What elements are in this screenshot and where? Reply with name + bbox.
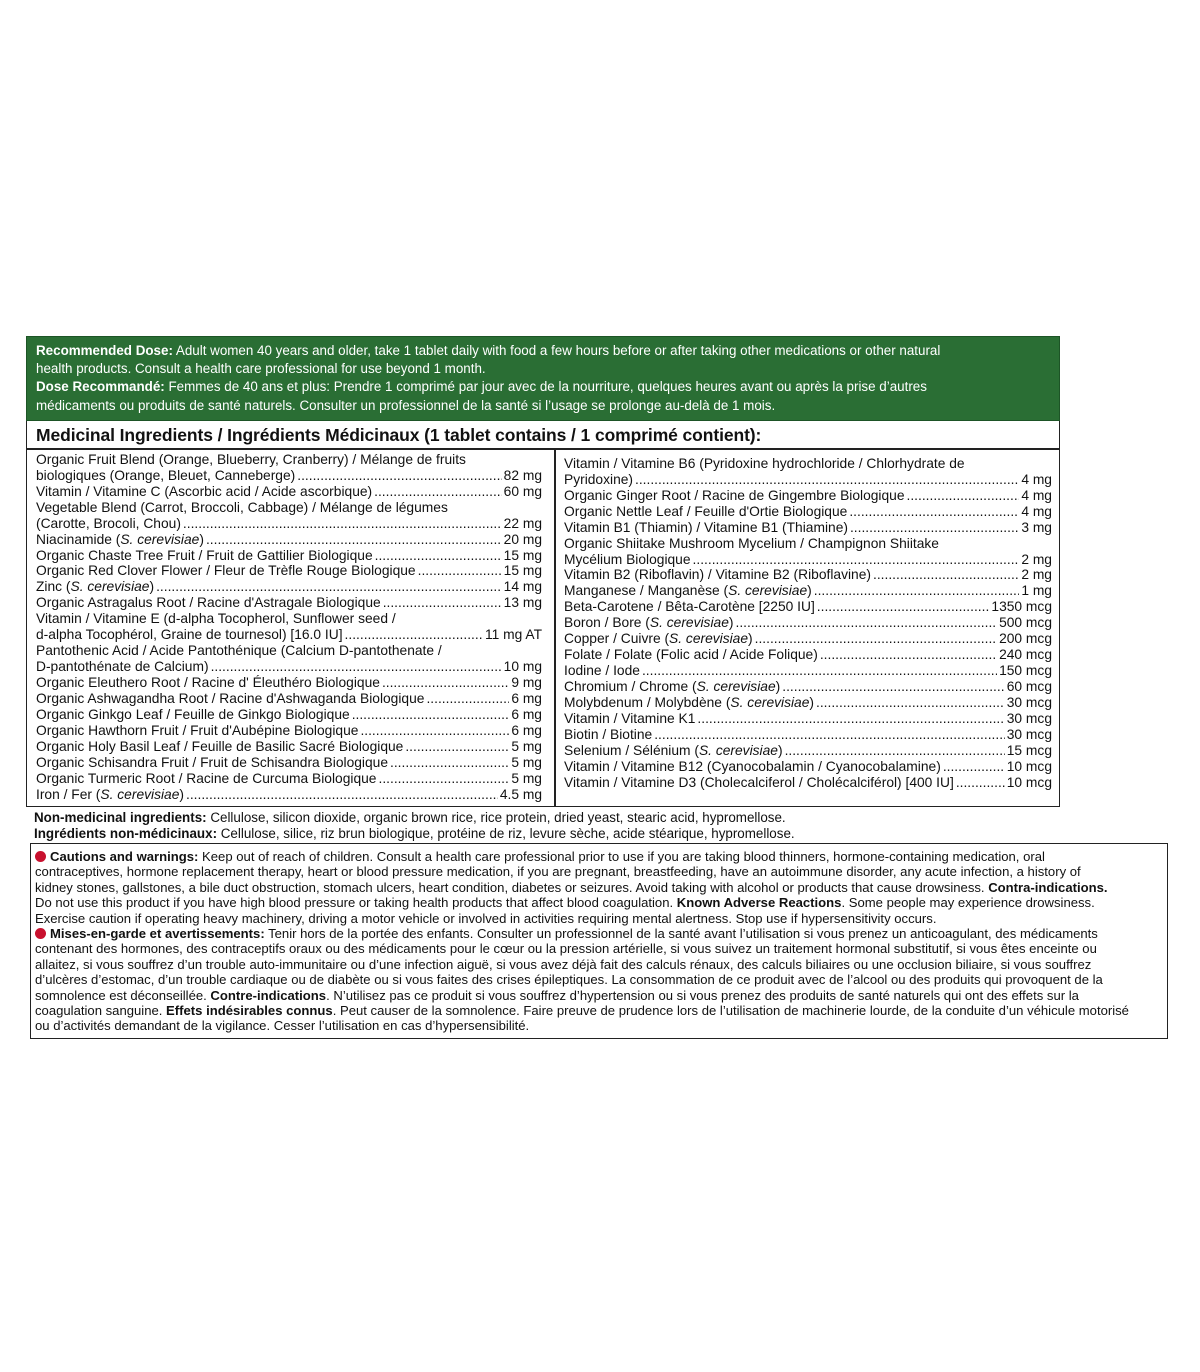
ingredient-amount: 30 mcg: [1006, 711, 1052, 727]
non-medicinal-fr: [34, 826, 1134, 842]
ingredient-row: [36, 484, 542, 500]
ingredient-amount: 1 mg: [1021, 583, 1052, 599]
warn-fr-text1: Tenir hors de la portée des enfants. Consulter un professionnel de la santé avant l’utilisation si vous prenez un anticoagulant, des médicaments: [264, 926, 1098, 942]
ingredient-name: [564, 631, 753, 647]
ingredient-name: [564, 615, 733, 631]
leader-dots: [206, 532, 502, 548]
ingredient-row: [564, 759, 1052, 775]
leader-dots: [755, 631, 997, 647]
ingredient-name-text: Organic Turmeric Root / Racine de Curcuma Biologique: [36, 770, 377, 786]
ingredient-name-suffix: ): [149, 579, 155, 595]
ingredient-row: [36, 627, 542, 643]
ingredient-amount: 4.5 mg: [499, 786, 542, 802]
ingredient-amount: 4 mg: [1021, 487, 1052, 503]
leader-dots: [345, 627, 483, 643]
ingredient-row: [564, 599, 1052, 615]
ingredient-name-suffix: ): [728, 615, 734, 631]
ingredient-name-text: (Carotte, Brocoli, Chou): [36, 515, 181, 531]
ingredient-name: [36, 516, 181, 532]
ingredient-row: [564, 711, 1052, 727]
ingredient-name-text: Iron / Fer (: [36, 786, 101, 802]
ingredient-amount: 20 mg: [503, 531, 542, 547]
ingredient-name: [36, 595, 381, 611]
ingredient-row: [36, 532, 542, 548]
non-medicinal-fr-label: Ingrédients non-médicinaux:: [34, 826, 218, 841]
ingredient-amount: 500 mcg: [999, 615, 1052, 631]
leader-dots: [382, 675, 509, 691]
ingredient-name: [564, 583, 812, 599]
ingredient-name-text: Folate / Folate (Folic acid / Acide Folique): [564, 647, 818, 663]
dose-fr-line2: médicaments ou produits de santé naturels. Consulter un professionnel de la santé si l’usage se prolonge au-delà de 1 mois.: [36, 397, 776, 413]
leader-dots: [211, 659, 502, 675]
ingredient-row: [564, 472, 1052, 488]
ingredient-amount: 4 mg: [1021, 503, 1052, 519]
ingredient-name: [564, 552, 691, 568]
ingredient-amount: 10 mg: [503, 659, 542, 675]
warn-en-text4: Do not use this product if you have high blood pressure or taking health products that affect blood coagulation.: [35, 895, 677, 911]
ingredient-name-text: D-pantothénate de Calcium): [36, 659, 209, 675]
ingredient-name-text: Biotin / Biotine: [564, 727, 653, 743]
warnings-en-label: Cautions and warnings:: [50, 849, 199, 864]
ingredient-name: [36, 675, 380, 691]
leader-dots: [374, 484, 502, 500]
leader-dots: [849, 504, 1019, 520]
leader-dots: [817, 599, 990, 615]
dose-en-line2: health products. Consult a health care professional for use beyond 1 month.: [36, 361, 486, 377]
ingredient-row: [36, 723, 542, 739]
ingredient-amount: 3 mg: [1021, 519, 1052, 535]
ingredient-name: [36, 532, 204, 548]
ingredient-source: S. cerevisiae: [728, 583, 808, 599]
leader-dots: [375, 548, 502, 564]
ingredient-name-suffix: ): [179, 786, 184, 802]
ingredient-row: [564, 615, 1052, 631]
leader-dots: [907, 488, 1020, 504]
ingredient-name-text: Organic Ashwagandha Root / Racine d'Ashwaganda Biologique: [36, 691, 425, 707]
ingredient-amount: 15 mg: [503, 547, 542, 563]
ingredient-name-text: Organic Chaste Tree Fruit / Fruit de Gattilier Biologique: [36, 547, 373, 563]
leader-dots: [693, 552, 1020, 568]
ingredient-name: [36, 659, 209, 675]
warn-fr-l2: contenant des hormones, des contraceptifs oraux ou des médicaments pour le cœur ou la pression artérielle, si vous suivez un traitement hormonal substitutif, si vous êtes enceinte ou: [35, 941, 1097, 957]
ingredient-name: [564, 567, 871, 583]
ingredient-amount: 5 mg: [511, 754, 542, 770]
ingredient-amount: 10 mcg: [1006, 758, 1052, 774]
ingredient-name-line: Organic Fruit Blend (Orange, Blueberry, Cranberry) / Mélange de fruits: [36, 451, 466, 467]
ingredient-name-text: Vitamin / Vitamine B12 (Cyanocobalamin / Cyanocobalamine): [564, 758, 941, 774]
ingredient-name-text: Zinc (: [36, 579, 71, 595]
ingredient-name-text: Vitamin / Vitamine D3 (Cholecalciferol / Cholécalciférol) [400 IU]: [564, 774, 954, 790]
adverse-effects-fr-label: Effets indésirables connus: [166, 1003, 333, 1019]
warn-fr-l5: [35, 988, 1163, 1003]
ingredient-name-text: Organic Holy Basil Leaf / Feuille de Basilic Sacré Biologique: [36, 738, 404, 754]
ingredient-row: [564, 488, 1052, 504]
ingredient-row: [564, 775, 1052, 791]
ingredient-name-suffix: ): [775, 679, 781, 695]
ingredient-name: [564, 647, 818, 663]
ingredient-name: [36, 691, 424, 707]
leader-dots: [697, 711, 1004, 727]
bullet-dot-icon: [35, 928, 46, 939]
leader-dots: [873, 567, 1019, 583]
ingredients-left-column: [27, 450, 556, 806]
ingredient-name: [36, 627, 343, 643]
ingredient-source: S. cerevisiae: [649, 615, 729, 631]
ingredient-row: [36, 579, 542, 595]
ingredient-amount: 82 mg: [503, 467, 542, 483]
ingredient-name-text: Organic Ginger Root / Racine de Gingembre Biologique: [564, 487, 905, 503]
ingredient-name-line: Organic Shiitake Mushroom Mycelium / Champignon Shiitake: [564, 535, 939, 551]
ingredient-name-suffix: ): [807, 583, 812, 599]
ingredient-row: [564, 631, 1052, 647]
ingredient-amount: 5 mg: [511, 738, 542, 754]
leader-dots: [297, 468, 501, 484]
ingredient-source: S. cerevisiae: [669, 631, 749, 647]
warnings-box: [30, 843, 1168, 1039]
leader-dots: [352, 707, 510, 723]
dose-fr-label: Dose Recommandé:: [36, 379, 165, 395]
ingredient-row: [564, 647, 1052, 663]
ingredient-source: S. cerevisiae: [696, 679, 776, 695]
ingredient-row: [564, 504, 1052, 520]
ingredient-row: [36, 707, 542, 723]
dose-en-line1: [36, 342, 1051, 360]
ingredient-name-text: Copper / Cuivre (: [564, 631, 670, 647]
leader-dots: [360, 723, 509, 739]
warn-en-l1: [35, 849, 1163, 864]
ingredient-amount: 4 mg: [1021, 471, 1052, 487]
ingredient-row: [36, 659, 542, 675]
ingredient-source: S. cerevisiae: [70, 579, 150, 595]
ingredient-name-text: Organic Hawthorn Fruit / Fruit d'Aubépine Biologique: [36, 723, 359, 739]
warn-en-l5: Exercise caution if operating heavy machinery, driving a motor vehicle or involved in activities requiring mental alertness. Stop use if hypersensitivity occurs.: [35, 910, 937, 926]
ingredient-name-text: Organic Nettle Leaf / Feuille d'Ortie Biologique: [564, 503, 848, 519]
ingredient-name-line: Vitamin / Vitamine E (d-alpha Tocopherol, Sunflower seed /: [36, 611, 396, 627]
ingredient-name-text: d-alpha Tocophérol, Graine de tournesol) [16.0 IU]: [36, 627, 343, 643]
dose-fr-text1: Femmes de 40 ans et plus: Prendre 1 comprimé par jour avec de la nourriture, quelques heures avant ou après la prise d’autres: [164, 379, 927, 395]
ingredient-name-suffix: ): [809, 695, 815, 711]
warn-fr-l4: d’ulcères d’estomac, d’un trouble cardiaque ou de diabète ou si vous faites des crises épileptiques. La consommation de ce produit avec de l’alcool ou des produits qui provoquent de la: [35, 972, 1103, 988]
ingredient-name: [564, 727, 652, 743]
ingredient-row: [564, 727, 1052, 743]
leader-dots: [390, 755, 509, 771]
ingredient-name-text: Organic Schisandra Fruit / Fruit de Schisandra Biologique: [36, 754, 388, 770]
ingredient-amount: 10 mcg: [1006, 774, 1052, 790]
ingredient-amount: 5 mg: [511, 770, 542, 786]
warn-fr-text5b: . N’utilisez pas ce produit si vous souffrez d’hypertension ou si vous prenez des produits de santé naturels qui ont des effets sur la: [326, 987, 1079, 1003]
ingredient-name-line: Vegetable Blend (Carrot, Broccoli, Cabbage) / Mélange de légumes: [36, 499, 448, 515]
leader-dots: [820, 647, 997, 663]
ingredient-name-text: Iodine / Iode: [564, 663, 640, 679]
ingredient-amount: 60 mcg: [1006, 679, 1052, 695]
ingredient-source: S. cerevisiae: [730, 695, 810, 711]
ingredient-amount: 15 mg: [503, 563, 542, 579]
leader-dots: [814, 583, 1020, 599]
ingredient-name-line: Pantothenic Acid / Acide Pantothénique (Calcium D-pantothenate /: [36, 643, 442, 659]
non-medicinal-fr-text: Cellulose, silice, riz brun biologique, protéine de riz, levure sèche, acide stéarique, hypromellose.: [217, 826, 795, 841]
leader-dots: [186, 787, 498, 803]
ingredient-name: [564, 711, 695, 727]
ingredient-amount: 1350 mcg: [991, 599, 1052, 615]
ingredient-name-text: Mycélium Biologique: [564, 551, 691, 567]
recommended-dose-box: [26, 336, 1060, 421]
warn-fr-l3: allaitez, si vous souffrez d’un trouble auto-immunitaire ou d’une infection aiguë, si vous avez déjà fait des calculs rénaux, des calculs biliaires ou une occlusion biliaire, si vous souffrez: [35, 956, 1092, 972]
leader-dots: [183, 516, 502, 532]
ingredient-row: [36, 675, 542, 691]
ingredient-amount: 14 mg: [503, 579, 542, 595]
ingredient-row: [36, 739, 542, 755]
ingredient-source: S. cerevisiae: [698, 742, 778, 758]
leader-dots: [418, 563, 502, 579]
ingredient-amount: 30 mcg: [1006, 695, 1052, 711]
warn-en-text4b: . Some people may experience drowsiness.: [841, 895, 1095, 911]
leader-dots: [426, 691, 509, 707]
ingredient-amount: 240 mcg: [999, 647, 1052, 663]
ingredients-heading: Medicinal Ingredients / Ingrédients Médicinaux (1 tablet contains / 1 comprimé contient):: [27, 421, 1059, 450]
leader-dots: [405, 739, 509, 755]
non-medicinal-en: [34, 810, 1134, 826]
ingredient-amount: 2 mg: [1021, 567, 1052, 583]
ingredient-name-suffix: ): [748, 631, 753, 647]
supplement-facts-panel: [26, 336, 1060, 807]
ingredient-row: [36, 595, 542, 611]
warn-en-l2: contraceptives, hormone replacement therapy, heart or blood pressure medication, if you are pregnant, breastfeeding, have an autoimmune disorder, any acute infection, a history of: [35, 864, 1081, 880]
warn-fr-text5a: somnolence est déconseillée.: [35, 987, 211, 1003]
warnings-fr-label: Mises-en-garde et avertissements:: [50, 926, 265, 942]
ingredient-amount: 6 mg: [511, 691, 542, 707]
leader-dots: [642, 663, 997, 679]
warn-en-text3: kidney stones, gallstones, a bile duct obstruction, stomach ulcers, heart condition, diabetes or seizures. Avoid taking with alcohol or products that cause drowsiness.: [35, 879, 989, 895]
ingredient-row: [36, 563, 542, 579]
ingredient-name: [36, 755, 388, 771]
leader-dots: [635, 472, 1019, 488]
warn-fr-text6b: . Peut causer de la somnolence. Faire preuve de prudence lors de l’utilisation de machinerie lourde, de la conduite d’un véhicule motorisé: [332, 1003, 1129, 1019]
ingredient-name: [564, 599, 815, 615]
ingredient-name: [36, 707, 350, 723]
adverse-reactions-en-label: Known Adverse Reactions: [676, 895, 842, 911]
ingredient-amount: 13 mg: [503, 595, 542, 611]
ingredient-name-text: Vitamin / Vitamine C (Ascorbic acid / Acide ascorbique): [36, 483, 373, 499]
ingredient-name-text: Vitamin B2 (Riboflavin) / Vitamine B2 (Riboflavine): [564, 567, 871, 583]
ingredient-name-suffix: ): [199, 531, 204, 547]
ingredient-name-text: Selenium / Sélénium (: [564, 742, 699, 758]
ingredient-row: [564, 663, 1052, 679]
ingredient-name-suffix: ): [777, 742, 783, 758]
ingredient-source: S. cerevisiae: [100, 786, 180, 802]
ingredient-name: [564, 488, 905, 504]
ingredient-row: [36, 468, 542, 484]
ingredient-name: [36, 548, 373, 564]
dose-en-label: Recommended Dose:: [36, 343, 173, 358]
ingredient-name: [564, 679, 780, 695]
ingredient-name: [564, 743, 783, 759]
ingredient-name: [564, 695, 814, 711]
dose-en-text1: Adult women 40 years and older, take 1 tablet daily with food a few hours before or after taking other medications or other natural: [172, 343, 941, 358]
ingredient-amount: 200 mcg: [999, 631, 1052, 647]
ingredient-name-text: Organic Ginkgo Leaf / Feuille de Ginkgo Biologique: [36, 707, 350, 723]
ingredient-name-text: biologiques (Orange, Bleuet, Canneberge): [36, 467, 296, 483]
ingredient-row: [564, 695, 1052, 711]
ingredient-name: [36, 579, 154, 595]
leader-dots: [782, 679, 1005, 695]
ingredient-row: [36, 691, 542, 707]
ingredient-name-text: Beta-Carotene / Bêta-Carotène [2250 IU]: [564, 599, 815, 615]
leader-dots: [850, 520, 1019, 536]
ingredient-name-text: Chromium / Chrome (: [564, 679, 697, 695]
ingredient-amount: 6 mg: [511, 723, 542, 739]
ingredient-name: [564, 472, 633, 488]
ingredient-row: [564, 520, 1052, 536]
warn-fr-l6: [35, 1003, 1163, 1018]
ingredient-row: [36, 548, 542, 564]
ingredient-amount: 15 mcg: [1006, 742, 1052, 758]
ingredient-amount: 150 mcg: [999, 663, 1052, 679]
contra-indications-en-label: Contra-indications.: [988, 879, 1108, 895]
medicinal-ingredients-box: [26, 421, 1060, 807]
ingredient-name-text: Manganese / Manganèse (: [564, 583, 729, 599]
contra-indications-fr-label: Contre-indications: [210, 987, 327, 1003]
ingredients-right-column: [556, 450, 1061, 806]
ingredient-amount: 60 mg: [503, 483, 542, 499]
leader-dots: [785, 743, 1005, 759]
leader-dots: [816, 695, 1005, 711]
ingredient-name: [36, 787, 184, 803]
ingredient-name: [564, 759, 941, 775]
ingredient-name-line: Vitamin / Vitamine B6 (Pyridoxine hydrochloride / Chlorhydrate de: [564, 455, 965, 471]
leader-dots: [156, 579, 502, 595]
leader-dots: [943, 759, 1005, 775]
ingredient-row: [564, 743, 1052, 759]
ingredient-row: [564, 679, 1052, 695]
dose-fr-line1: [36, 378, 1051, 396]
ingredient-name: [564, 775, 954, 791]
warn-fr-l1: [35, 926, 1163, 941]
ingredient-amount: 30 mcg: [1006, 727, 1052, 743]
warn-en-text1: Keep out of reach of children. Consult a health care professional prior to use if you are taking blood thinners, hormone-containing medication, oral: [198, 849, 1045, 864]
warn-fr-l7: ou d’activités demandant de la vigilance. Cesser l’utilisation en cas d’hypersensibilité.: [35, 1018, 530, 1034]
ingredient-name: [564, 663, 640, 679]
ingredient-name-text: Boron / Bore (: [564, 615, 650, 631]
leader-dots: [378, 771, 509, 787]
ingredient-name-text: Organic Red Clover Flower / Fleur de Trèfle Rouge Biologique: [36, 563, 416, 579]
ingredient-row: [36, 771, 542, 787]
leader-dots: [735, 615, 997, 631]
leader-dots: [654, 727, 1005, 743]
ingredient-amount: 22 mg: [503, 515, 542, 531]
ingredient-name-text: Vitamin B1 (Thiamin) / Vitamine B1 (Thiamine): [564, 519, 848, 535]
ingredient-name-text: Niacinamide (: [36, 531, 121, 547]
ingredient-name-text: Organic Eleuthero Root / Racine d' Éleuthéro Biologique: [36, 675, 380, 691]
ingredient-name: [36, 468, 295, 484]
bullet-dot-icon: [35, 851, 46, 862]
ingredient-name-text: Molybdenum / Molybdène (: [564, 695, 731, 711]
ingredient-amount: 11 mg AT: [485, 627, 542, 643]
ingredient-source: S. cerevisiae: [120, 531, 200, 547]
non-medicinal-ingredients: [34, 810, 1134, 842]
ingredient-name: [36, 484, 372, 500]
ingredient-row: [564, 552, 1052, 568]
ingredient-name-text: Vitamin / Vitamine K1: [564, 711, 696, 727]
ingredient-amount: 6 mg: [511, 707, 542, 723]
leader-dots: [956, 775, 1005, 791]
warn-en-l3: [35, 880, 1163, 895]
ingredient-name: [36, 771, 376, 787]
ingredient-name: [564, 504, 847, 520]
ingredient-amount: 9 mg: [511, 675, 542, 691]
ingredient-name: [36, 723, 358, 739]
ingredient-name-text: Pyridoxine): [564, 471, 634, 487]
ingredient-row: [36, 516, 542, 532]
ingredient-row: [564, 583, 1052, 599]
warn-fr-text6a: coagulation sanguine.: [35, 1003, 167, 1019]
ingredient-row: [36, 755, 542, 771]
ingredient-name: [36, 739, 403, 755]
non-medicinal-en-label: Non-medicinal ingredients:: [34, 810, 207, 825]
leader-dots: [383, 595, 502, 611]
ingredient-name: [36, 563, 416, 579]
ingredient-row: [36, 787, 542, 803]
ingredient-name: [564, 520, 848, 536]
warn-en-l4: [35, 895, 1163, 910]
ingredient-row: [564, 567, 1052, 583]
non-medicinal-en-text: Cellulose, silicon dioxide, organic brown rice, rice protein, dried yeast, stearic acid, hypromellose.: [206, 810, 786, 825]
ingredient-name-text: Organic Astragalus Root / Racine d'Astragale Biologique: [36, 595, 381, 611]
ingredient-amount: 2 mg: [1021, 551, 1052, 567]
